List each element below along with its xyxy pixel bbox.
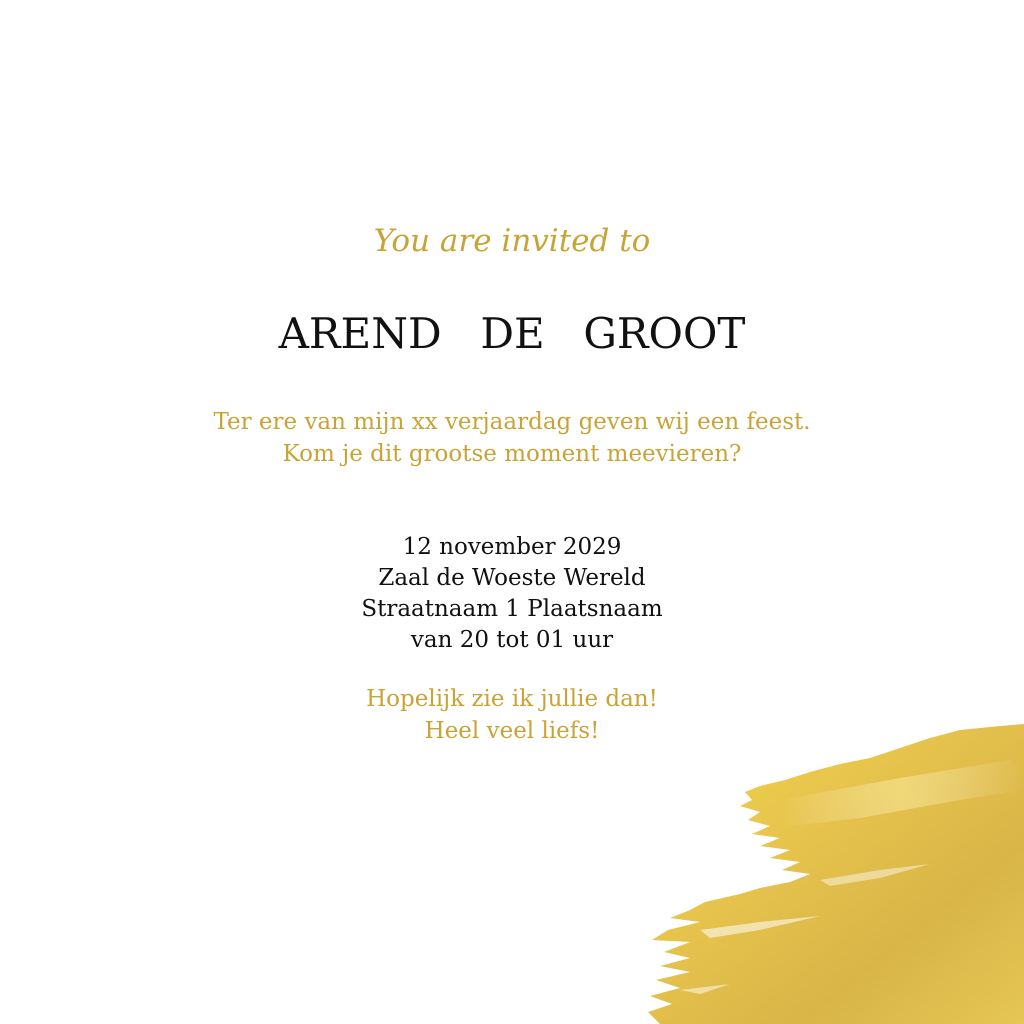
message-line: Kom je dit grootse moment meevieren? bbox=[282, 441, 742, 467]
event-address: Straatnaam 1 Plaatsnaam bbox=[361, 596, 663, 622]
invitation-heading: You are invited to bbox=[373, 223, 651, 259]
event-venue: Zaal de Woeste Wereld bbox=[378, 565, 646, 591]
celebrant-name: AREND DE GROOT bbox=[278, 309, 746, 358]
event-date: 12 november 2029 bbox=[402, 534, 622, 560]
event-details bbox=[212, 532, 812, 656]
closing-message bbox=[212, 683, 812, 747]
event-time: van 20 tot 01 uur bbox=[410, 627, 614, 653]
closing-line: Hopelijk zie ik jullie dan! bbox=[366, 686, 658, 712]
closing-line: Heel veel liefs! bbox=[424, 718, 600, 744]
message-line: Ter ere van mijn xx verjaardag geven wij een feest. bbox=[213, 409, 811, 435]
invitation-message bbox=[212, 406, 812, 470]
